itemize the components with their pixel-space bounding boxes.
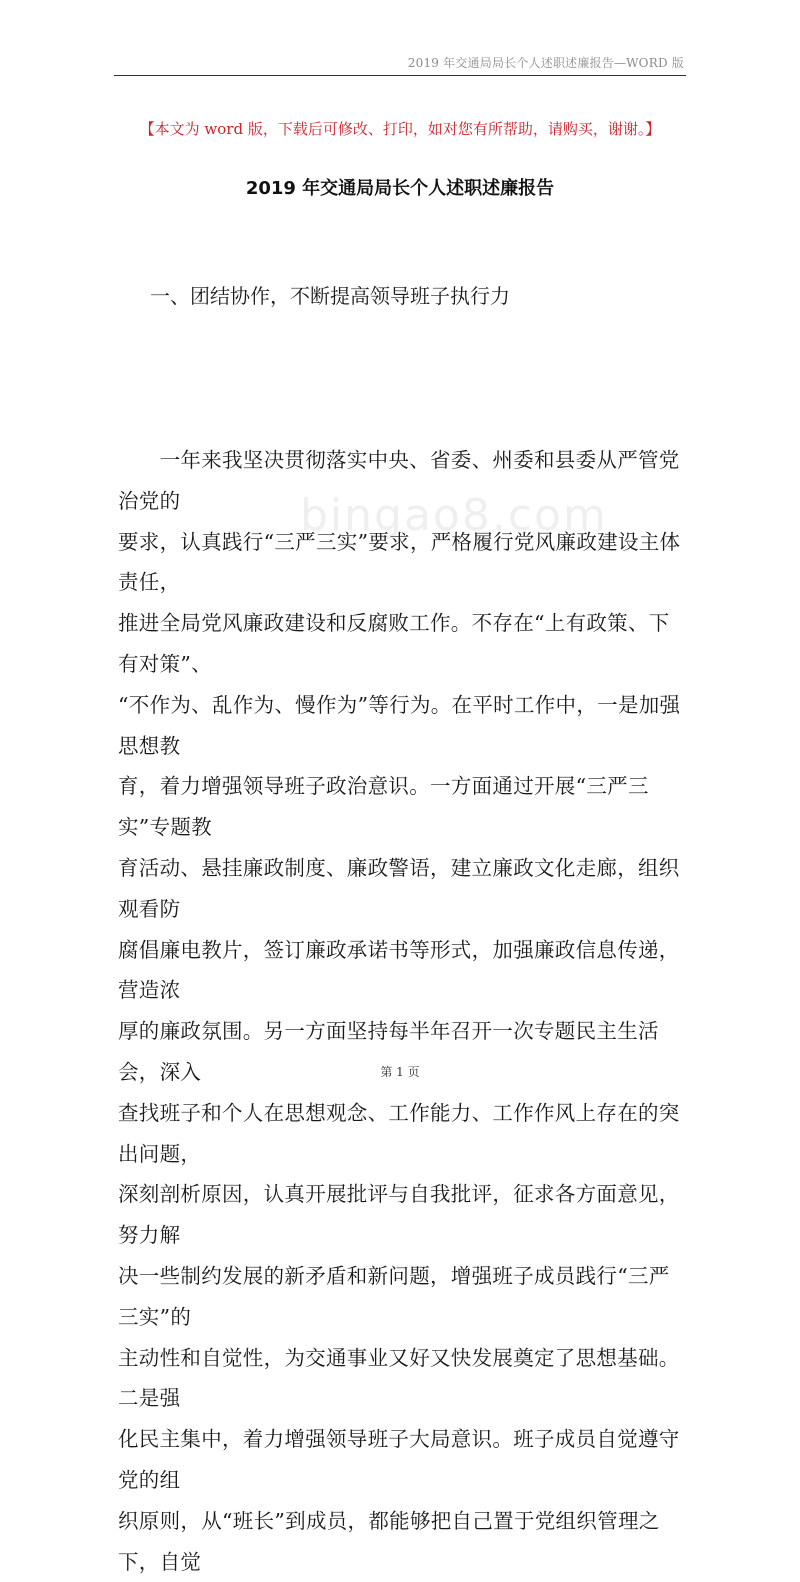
section-heading: 一、团结协作，不断提高领导班子执行力	[150, 284, 510, 308]
body-paragraph: 一年来我坚决贯彻落实中央、省委、州委和县委从严管党治党的 要求，认真践行“三严三实”要求，严格履行党风廉政建设主体责任， 推进全局党风廉政建设和反腐败工作。不存在“上有政策、下有对策”、 “不作为、乱作为、慢作为”等行为。在平时工作中，一是加强思想教 育，着力增强领导班子政治意识。一方面通过开展“三严三实”专题教 育活动、悬挂廉政制度、廉政警语，建立廉政文化走廊，组织观看防 腐倡廉电教片，签订廉政承诺书等形式，加强廉政信息传递，营造浓 厚的廉政氛围。另一方面坚持每半年召开一次专题民主生活会，深入 查找班子和个人在思想观念、工作能力、工作作风上存在的突出问题， 深刻剖析原因，认真开展批评与自我批评，征求各方面意见，努力解 决一些制约发展的新矛盾和新问题，增强班子成员践行“三严三实”的 主动性和自觉性，为交通事业又好又快发展奠定了思想基础。二是强 化民主集中，着力增强领导班子大局意识。班子成员自觉遵守党的组 织原则，从“班长”到成员，都能够把自己置于党组织管理之下，自觉	[118, 448, 681, 1574]
watermark: bingao8.com	[300, 490, 608, 541]
page-number: 第 1 页	[380, 1065, 420, 1079]
running-header: 2019 年交通局局长个人述职述廉报告—WORD 版	[407, 56, 684, 70]
header-divider	[114, 75, 686, 76]
document-title: 2019 年交通局局长个人述职述廉报告	[245, 178, 555, 199]
download-notice: 【本文为 word 版，下载后可修改、打印，如对您有所帮助，请购买，谢谢。】	[139, 120, 661, 138]
